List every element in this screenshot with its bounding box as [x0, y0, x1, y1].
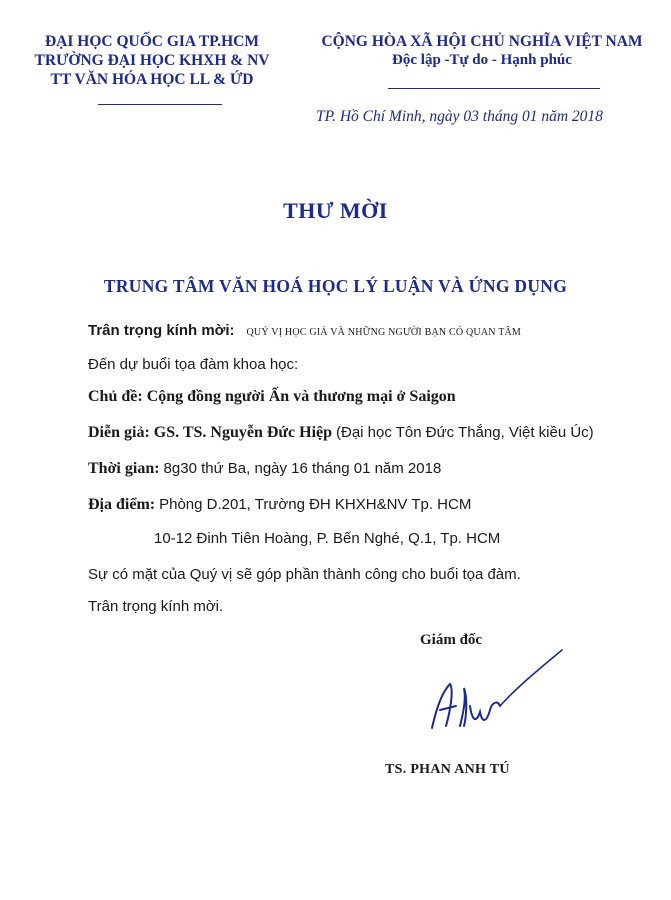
org-line-school: TRƯỜNG ĐẠI HỌC KHXH & NV — [34, 52, 270, 69]
invite-label: Trân trọng kính mời: — [88, 322, 235, 339]
national-header — [302, 32, 662, 70]
attend-line: Đến dự buổi tọa đàm khoa học: — [88, 356, 299, 373]
org-header — [12, 32, 292, 89]
national-motto: Độc lập -Tự do - Hạnh phúc — [392, 52, 572, 68]
venue-label: Địa điểm: — [88, 496, 156, 513]
org-line-center: TT VĂN HÓA HỌC LL & ỨD — [50, 71, 254, 88]
center-name: TRUNG TÂM VĂN HOÁ HỌC LÝ LUẬN VÀ ỨNG DỤNG — [103, 276, 568, 296]
motto-underline — [388, 88, 600, 89]
speaker-affiliation: (Đại học Tôn Đức Thắng, Việt kiều Úc) — [336, 424, 594, 441]
signer-title: Giám đốc — [420, 632, 483, 648]
signature-image — [420, 640, 570, 740]
org-underline — [98, 104, 222, 105]
time-line — [88, 460, 441, 478]
venue-line — [88, 496, 471, 514]
speaker-line — [88, 424, 594, 442]
venue-address: 10-12 Đinh Tiên Hoàng, P. Bến Nghé, Q.1, Tp. HCM — [154, 530, 501, 547]
topic-label: Chủ đề: — [88, 388, 143, 405]
national-title: CỘNG HÒA XÃ HỘI CHỦ NGHĨA VIỆT NAM — [321, 33, 643, 50]
topic-value: Cộng đồng người Ấn và thương mại ở Saigon — [146, 388, 456, 405]
topic-line — [88, 388, 456, 406]
invite-recipients: QUÝ VỊ HỌC GIẢ VÀ NHỮNG NGƯỜI BẠN CÓ QUAN TÂM — [246, 327, 522, 338]
signer-name: TS. PHAN ANH TÚ — [385, 762, 510, 777]
time-label: Thời gian: — [88, 460, 160, 477]
regards-line: Trân trọng kính mời. — [88, 598, 224, 615]
venue-room: Phòng D.201, Trường ĐH KHXH&NV Tp. HCM — [159, 496, 472, 513]
speaker-name: GS. TS. Nguyễn Đức Hiệp — [153, 424, 333, 441]
time-value: 8g30 thứ Ba, ngày 16 tháng 01 năm 2018 — [163, 460, 442, 477]
speaker-label: Diễn giả: — [88, 424, 150, 441]
document-title: THƯ MỜI — [283, 198, 388, 223]
org-line-university: ĐẠI HỌC QUỐC GIA TP.HCM — [44, 33, 259, 50]
closing-line: Sự có mặt của Quý vị sẽ góp phần thành công cho buổi tọa đàm. — [88, 566, 521, 583]
invite-line — [88, 322, 521, 340]
dateline: TP. Hồ Chí Minh, ngày 03 tháng 01 năm 2018 — [316, 108, 603, 125]
